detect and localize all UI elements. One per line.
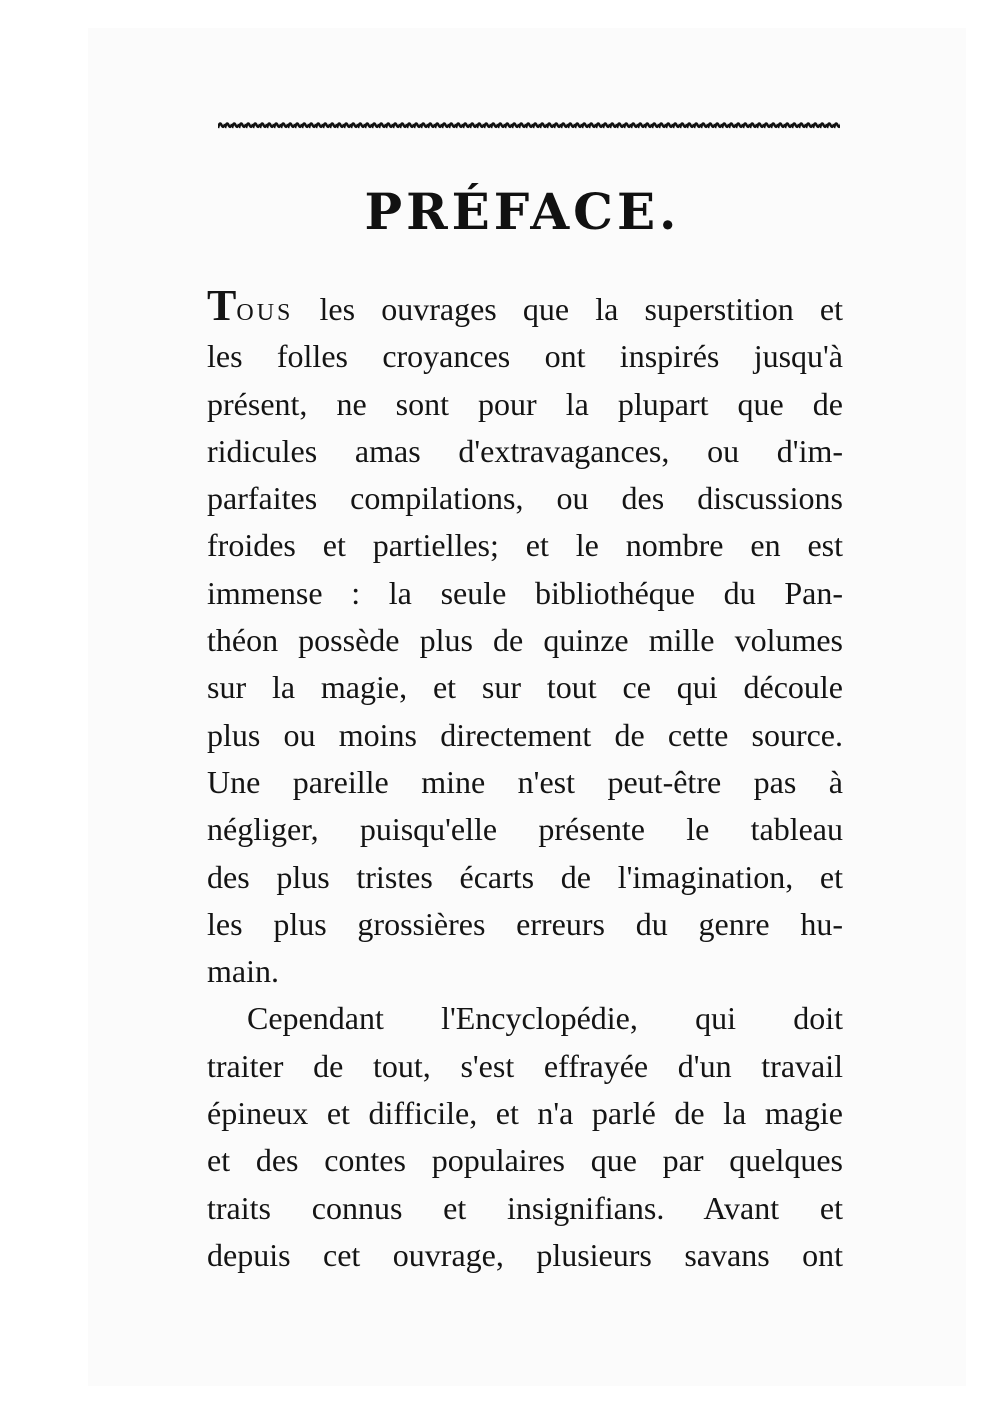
text-line: Une pareille mine n'est peut-être pas à bbox=[207, 763, 843, 800]
small-caps-word: OUS bbox=[236, 300, 294, 326]
text-line: sur la magie, et sur tout ce qui découle bbox=[207, 669, 843, 706]
text-line: froides et partielles; et le nombre en est bbox=[207, 527, 843, 564]
text-line: traiter de tout, s'est effrayée d'un travail bbox=[207, 1047, 843, 1084]
text-line: depuis cet ouvrage, plusieurs savans ont bbox=[207, 1236, 843, 1273]
text-line: plus ou moins directement de cette source. bbox=[207, 716, 843, 753]
text-line bbox=[207, 281, 843, 333]
text-line: traits connus et insignifians. Avant et bbox=[207, 1189, 843, 1226]
text-line: ridicules amas d'extravagances, ou d'im- bbox=[207, 432, 843, 469]
text-line: les plus grossières erreurs du genre hu- bbox=[207, 905, 843, 942]
text-line: Cependant l'Encyclopédie, qui doit bbox=[247, 1000, 843, 1037]
drop-cap: T bbox=[207, 281, 237, 330]
decorative-rule bbox=[218, 118, 840, 132]
text-line: présent, ne sont pour la plupart que de bbox=[207, 385, 843, 422]
text-line: négliger, puisqu'elle présente le tableau bbox=[207, 811, 843, 848]
text-line: des plus tristes écarts de l'imagination, et bbox=[207, 858, 843, 895]
page-title: PRÉFACE. bbox=[364, 182, 681, 241]
text-line: et des contes populaires que par quelques bbox=[207, 1142, 843, 1179]
text-line: parfaites compilations, ou des discussions bbox=[207, 480, 843, 517]
text-line: les folles croyances ont inspirés jusqu'à bbox=[207, 338, 843, 375]
preface-text bbox=[207, 281, 843, 1279]
text-segment: les ouvrages que la superstition et bbox=[319, 291, 843, 327]
text-line: immense : la seule bibliothéque du Pan- bbox=[207, 574, 843, 611]
text-line: main. bbox=[207, 953, 279, 990]
text-line: théon possède plus de quinze mille volumes bbox=[207, 622, 843, 659]
text-line: épineux et difficile, et n'a parlé de la magie bbox=[207, 1095, 843, 1132]
